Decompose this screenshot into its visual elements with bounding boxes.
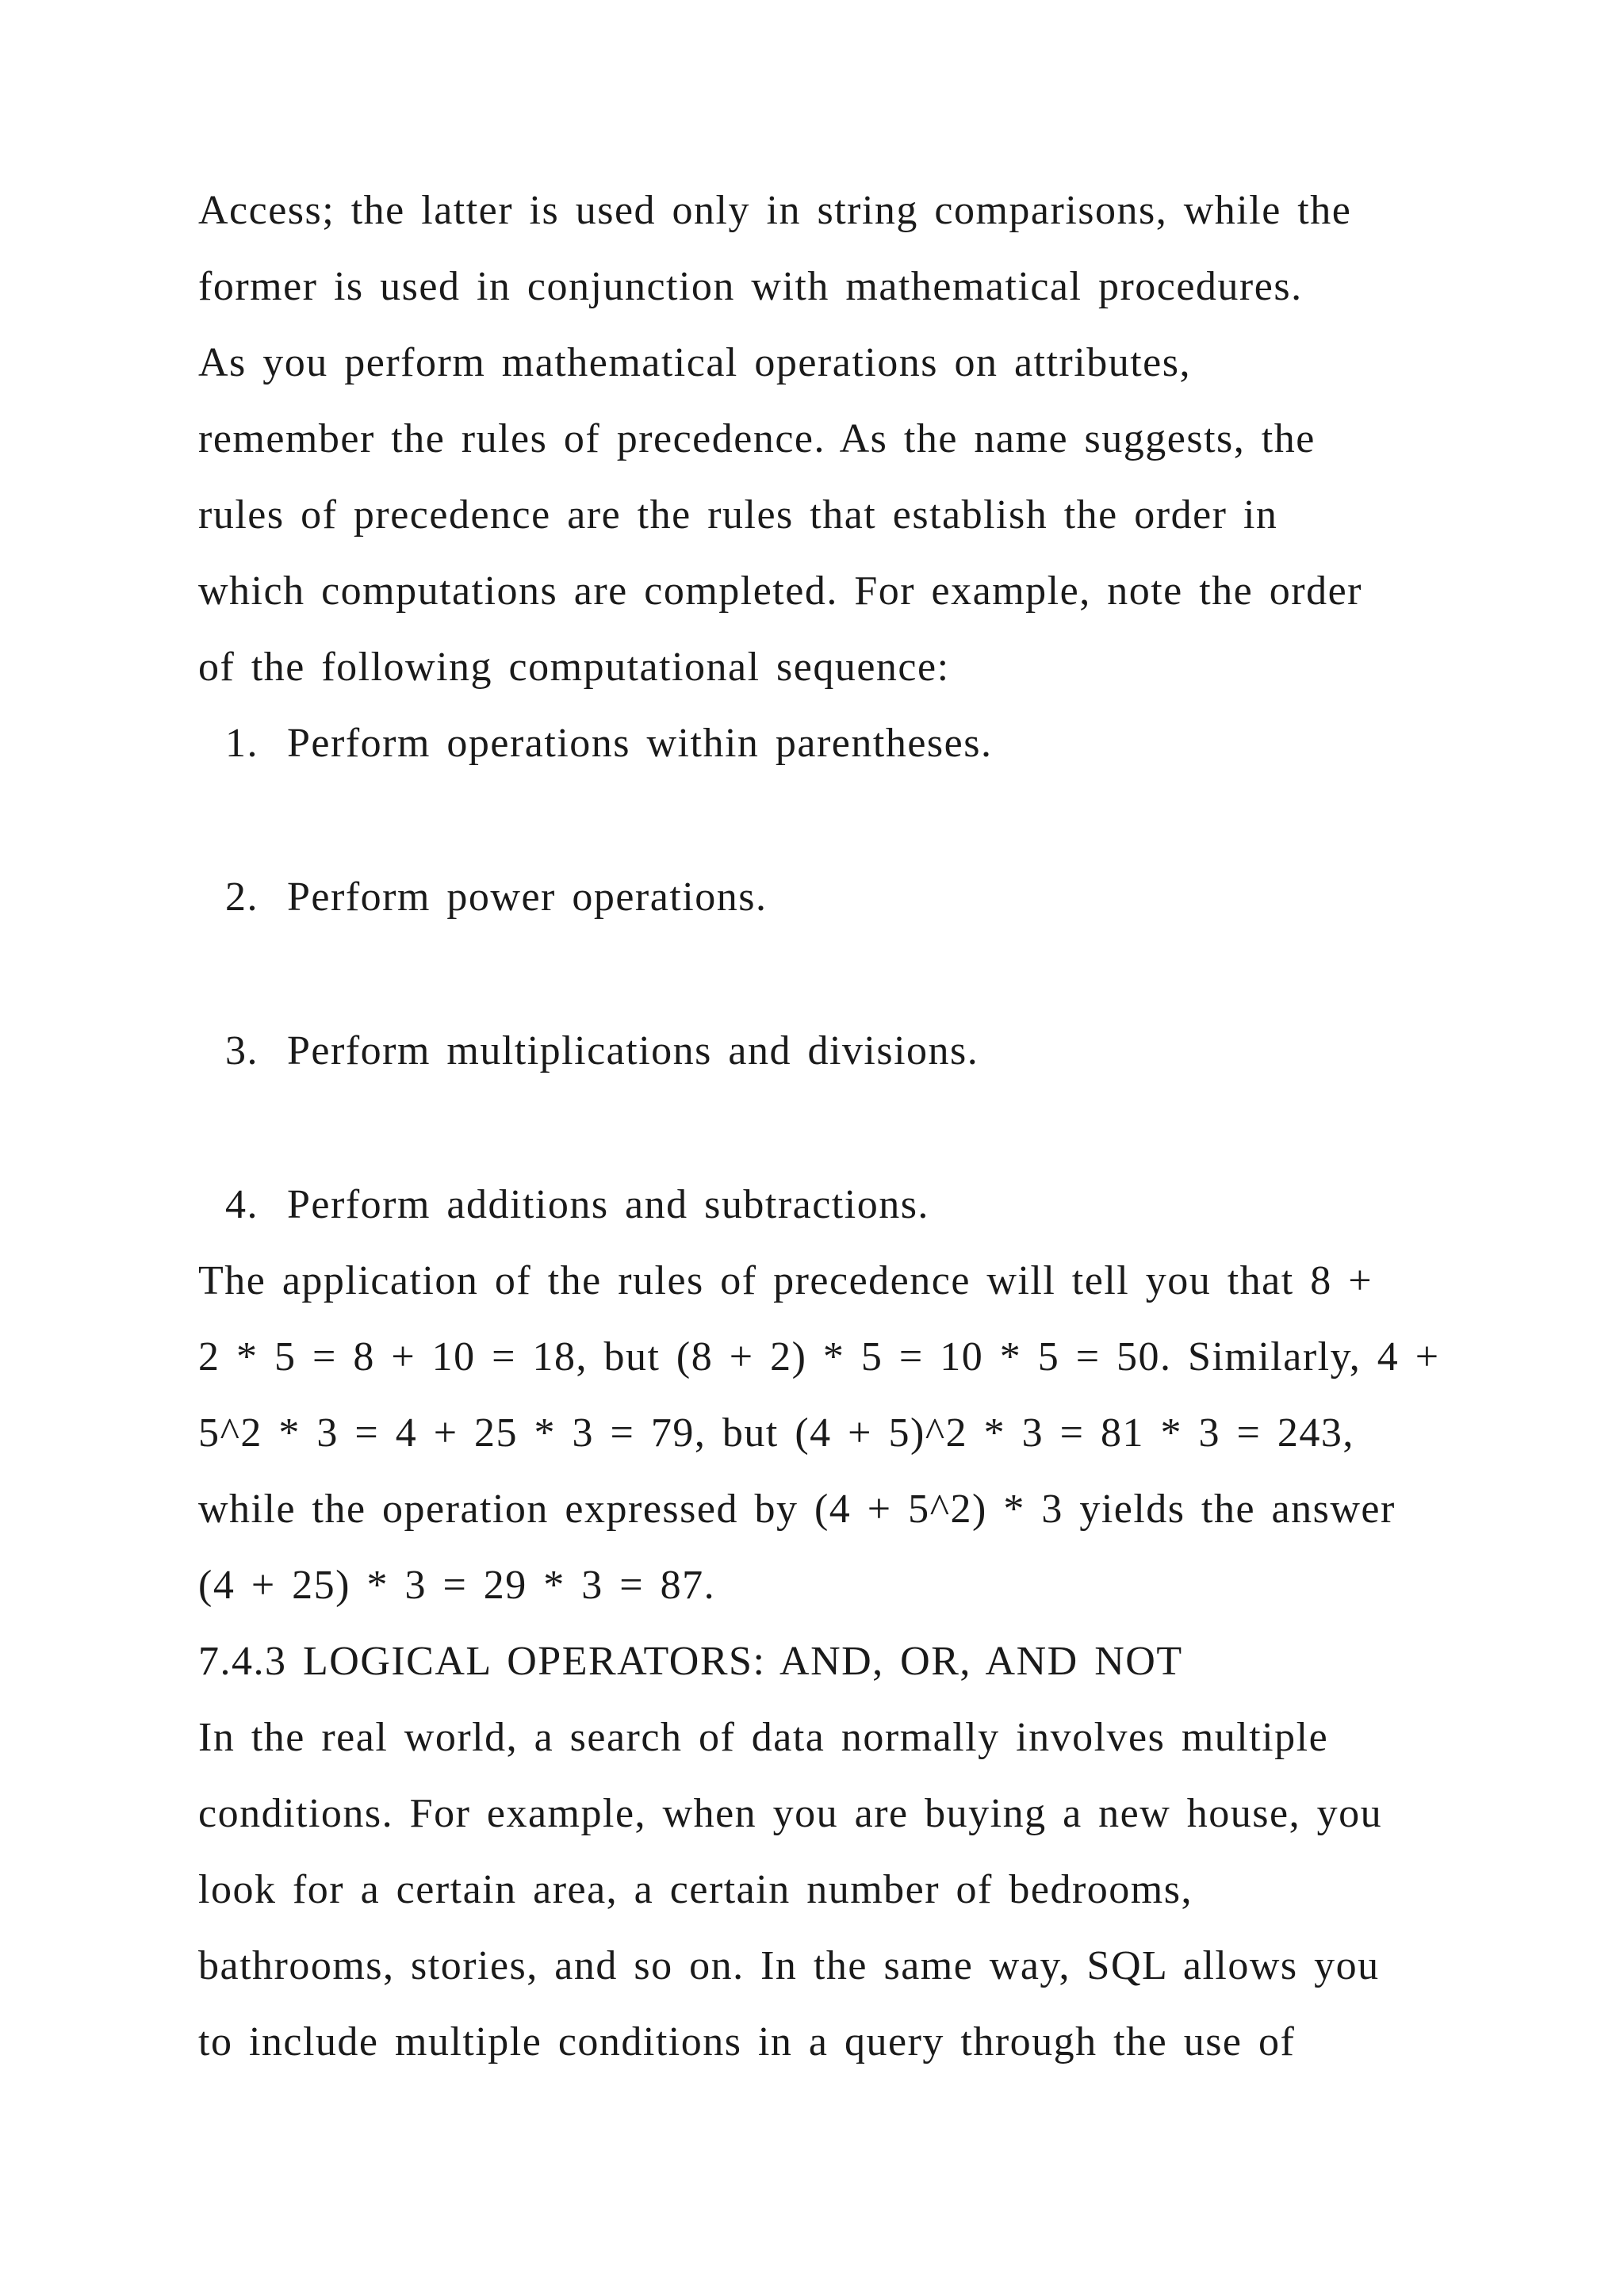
paragraph-2-line-3: 5^2 * 3 = 4 + 25 * 3 = 79, but (4 + 5)^2 * 3 = 81 * 3 = 243, <box>198 1410 1354 1456</box>
list-item-number: 4. <box>225 1182 259 1227</box>
paragraph-3-line-5: to include multiple conditions in a query through the use of <box>198 2019 1296 2064</box>
list-item <box>225 1184 929 1226</box>
paragraph-2-line-5: (4 + 25) * 3 = 29 * 3 = 87. <box>198 1563 716 1608</box>
list-item-number: 2. <box>225 874 259 920</box>
section-heading: 7.4.3 LOGICAL OPERATORS: AND, OR, AND NOT <box>198 1639 1183 1684</box>
paragraph-1-line-6: which computations are completed. For example, note the order <box>198 568 1362 614</box>
list-item-text: Perform multiplications and divisions. <box>287 1028 979 1073</box>
paragraph-3-line-4: bathrooms, stories, and so on. In the same way, SQL allows you <box>198 1943 1380 1988</box>
list-item-text: Perform operations within parentheses. <box>287 721 993 766</box>
paragraph-3-line-1: In the real world, a search of data normally involves multiple <box>198 1715 1329 1760</box>
list-item <box>225 1028 979 1073</box>
list-item <box>225 723 992 764</box>
paragraph-1-line-5: rules of precedence are the rules that establish the order in <box>198 492 1278 538</box>
paragraph-2-line-4: while the operation expressed by (4 + 5^2) * 3 yields the answer <box>198 1487 1396 1532</box>
list-item <box>225 874 768 920</box>
paragraph-3-line-2: conditions. For example, when you are buying a new house, you <box>198 1791 1383 1836</box>
list-item-number: 1. <box>225 721 259 766</box>
paragraph-2-line-2: 2 * 5 = 8 + 10 = 18, but (8 + 2) * 5 = 10 * 5 = 50. Similarly, 4 + <box>198 1334 1440 1380</box>
list-item-text: Perform power operations. <box>287 874 768 920</box>
list-item-number: 3. <box>225 1028 259 1073</box>
paragraph-1-line-2: former is used in conjunction with mathematical procedures. <box>198 264 1303 309</box>
paragraph-3-line-3: look for a certain area, a certain number of bedrooms, <box>198 1867 1193 1912</box>
paragraph-1-line-4: remember the rules of precedence. As the name suggests, the <box>198 416 1316 461</box>
paragraph-2-line-1: The application of the rules of precedence will tell you that 8 + <box>198 1258 1373 1303</box>
paragraph-1-line-1: Access; the latter is used only in string comparisons, while the <box>198 188 1352 233</box>
paragraph-1-line-3: As you perform mathematical operations on attributes, <box>198 340 1191 385</box>
paragraph-1-line-7: of the following computational sequence: <box>198 645 950 690</box>
list-item-text: Perform additions and subtractions. <box>287 1182 929 1227</box>
